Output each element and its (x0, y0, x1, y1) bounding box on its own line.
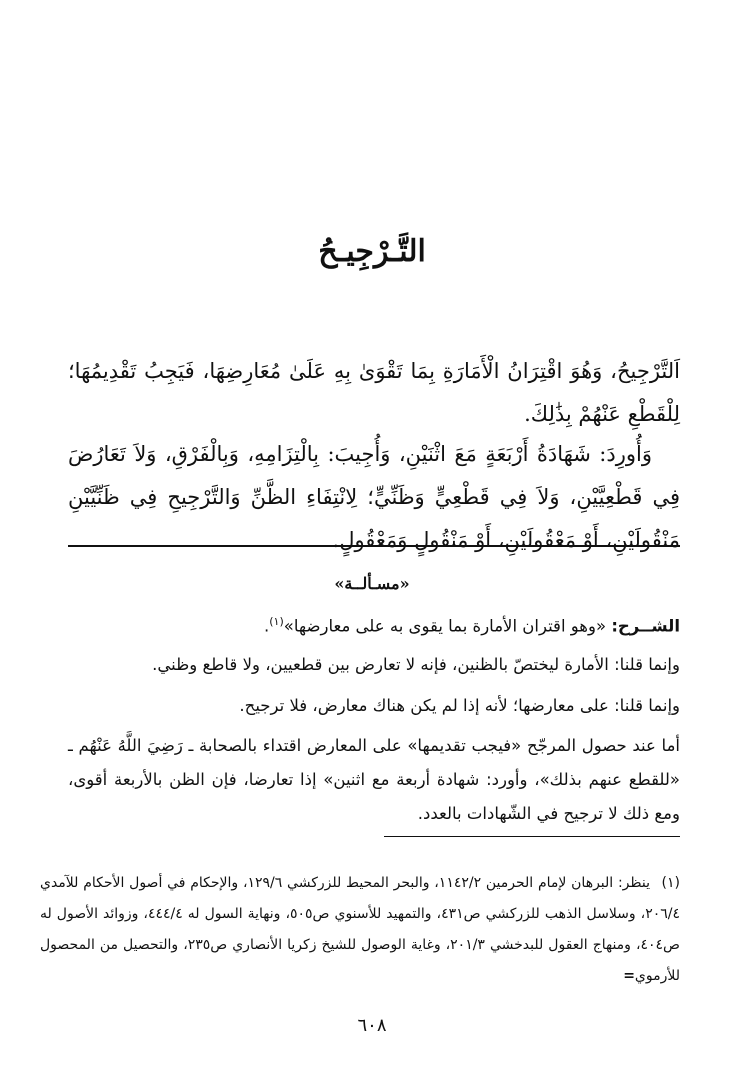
chapter-title: التَّـرْجِيـحُ (318, 234, 426, 269)
sharh-text-4: أما عند حصول المرجّح «فيجب تقديمها» على المعارض اقتداء بالصحابة ـ رَضِيَ اللَّهُ عَنْهُم ـ «للقطع عنهم بذلك»، وأورد: شهادة أربعة مع اثنين» إذا تعارضا، فإن الظن بالأربعة أقوى، ومع ذلك لا ترجيح في الشّهادات بالعدد. (68, 736, 680, 823)
sharh-text-3: وإنما قلنا: على معارضها؛ لأنه إذا لم يكن هناك معارض، فلا ترجيح. (239, 696, 680, 715)
sharh-paragraph-1 (68, 605, 680, 644)
matn-text-2: وَأُورِدَ: شَهَادَةُ أَرْبَعَةٍ مَعَ اثْنَيْنِ، وَأُجِيبَ: بِالْتِزَامِهِ، وَبِالْفَرْقِ، وَلاَ تَعَارُضَ فِي قَطْعِيَّيْنِ، وَلاَ فِي قَطْعِيٍّ وَظَنِّيٍّ؛ لِانْتِفَاءِ الظَّنِّ وَالتَّرْجِيحِ فِي ظَنِّيَّيْنِ مَنْقُولَيْنِ، أَوْ مَعْقُولَيْنِ، أَوْ مَنْقُولٍ وَمَعْقُولٍ. (68, 442, 680, 552)
footnote-block (40, 868, 680, 992)
footnote-separator-rule (384, 836, 680, 837)
footnote-continuation-mark: = (623, 968, 635, 984)
sharh-label: الشــرح: (611, 616, 680, 636)
matn-paragraph-1 (68, 350, 680, 436)
section-title: «مسـألــة» (334, 574, 410, 593)
footnote-marker: (١) (661, 875, 680, 891)
sharh-paragraph-4 (68, 729, 680, 831)
sharh-period: . (264, 616, 270, 636)
footnote-1 (40, 868, 680, 992)
sharh-paragraph-3 (68, 689, 680, 723)
sharh-quote: «وهو اقتران الأمارة بما يقوى به على معارضها» (283, 616, 612, 636)
footnote-reference[interactable]: (١) (269, 615, 284, 628)
matn-separator-rule (68, 545, 680, 547)
page-number: ٦٠٨ (357, 1015, 387, 1036)
sharh-text-2: وإنما قلنا: الأمارة ليختصّ بالظنين، فإنه لا تعارض بين قطعيين، ولا قاطع وظني. (152, 655, 680, 674)
sharh-paragraph-2 (68, 648, 680, 682)
matn-text-1: اَلتَّرْجِيحُ، وَهُوَ اقْتِرَانُ الْأَمَارَةِ بِمَا تَقْوَىٰ بِهِ عَلَىٰ مُعَارِضِهَا، فَيَجِبُ تَقْدِيمُهَا؛ لِلْقَطْعِ عَنْهُمْ بِذَٰلِكَ. (68, 359, 680, 426)
footnote-text: ينظر: البرهان لإمام الحرمين ١١٤٢/٢، والبحر المحيط للزركشي ١٢٩/٦، والإحكام في أصول الأحكام للآمدي ٢٠٦/٤، وسلاسل الذهب للزركشي ص٤٣١، والتمهيد للأسنوي ص٥٠٥، ونهاية السول له ٤٤٤/٤، وزوائد الأصول له ص٤٠٤، ومنهاج العقول للبدخشي ٢٠١/٣، وغاية الوصول للشيخ زكريا الأنصاري ص٢٣٥، والتحصيل من المحصول للأرموي (40, 875, 680, 984)
matn-paragraph-2 (68, 433, 680, 562)
